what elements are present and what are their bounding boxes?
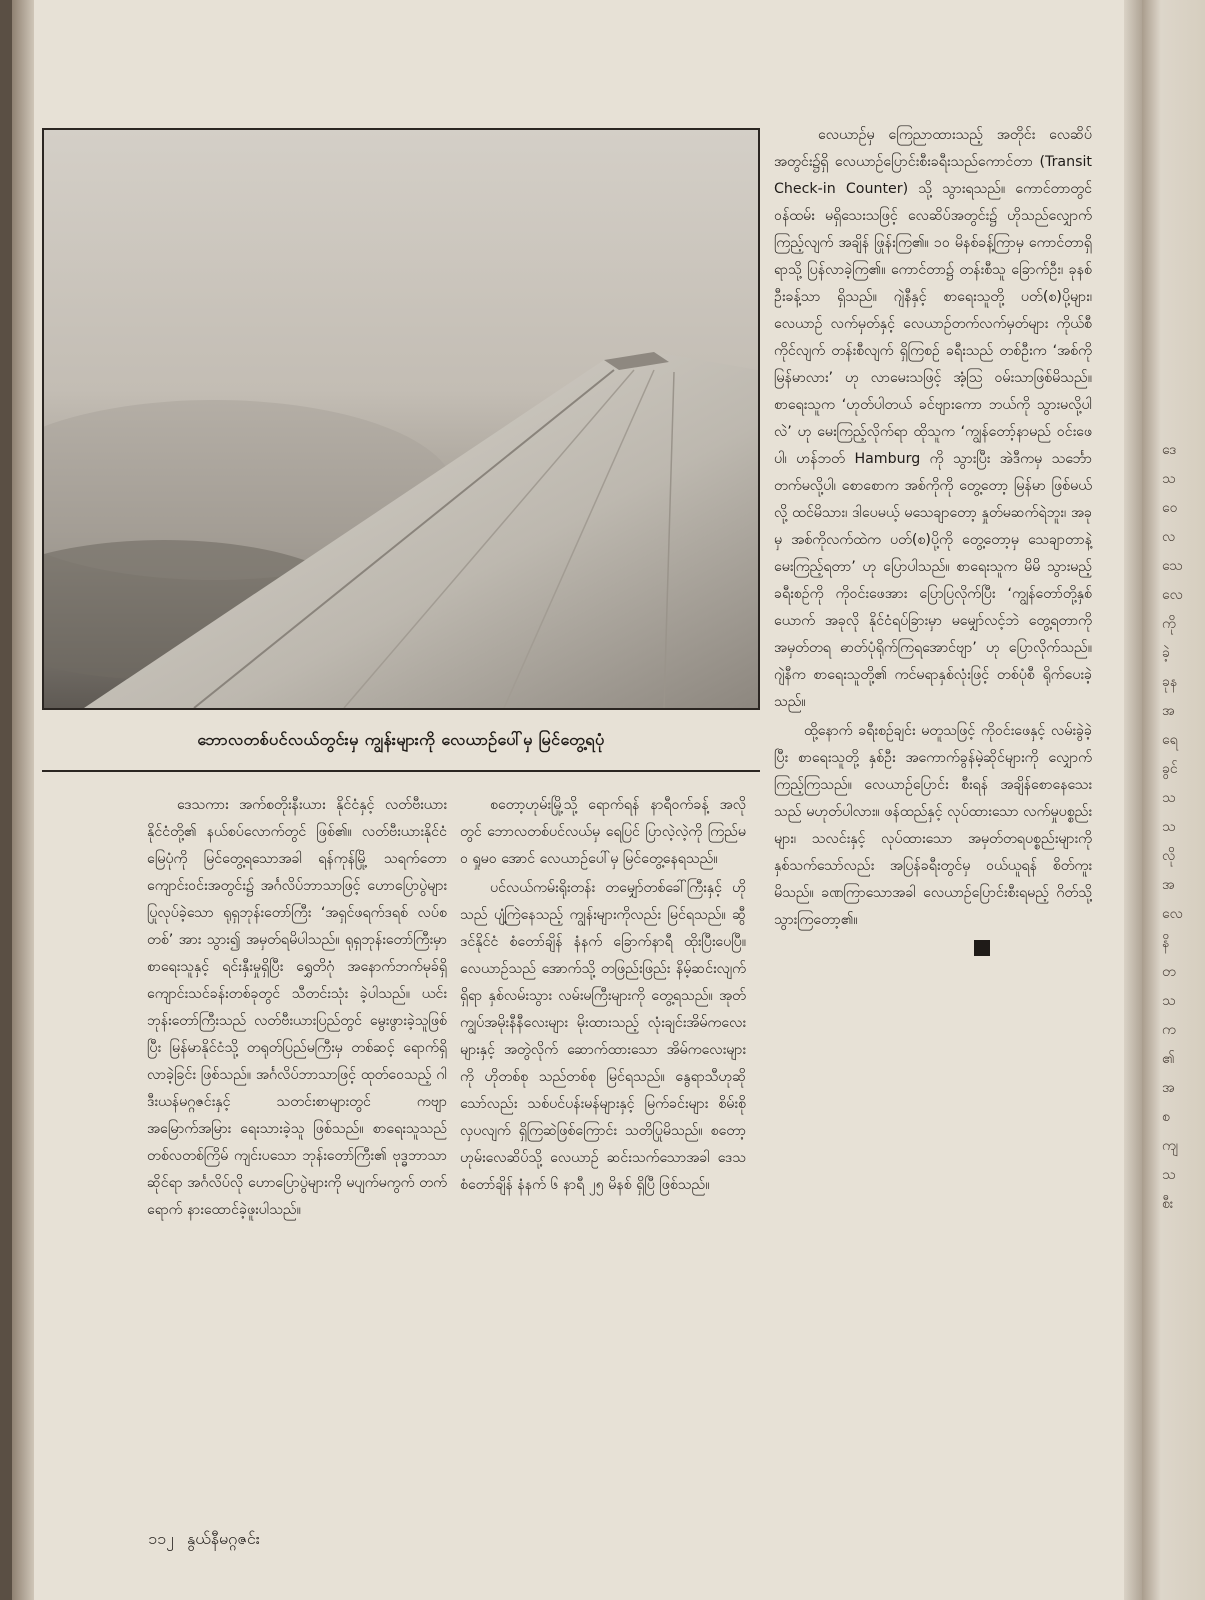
page-footer [148,1528,260,1552]
article-column-left [147,792,447,1224]
wing-illustration [44,130,758,708]
photo-caption-bar [42,712,760,772]
magazine-page [12,0,1142,1600]
paragraph: ပင်လယ်ကမ်းရိုးတန်း တမျှော်တစ်ခေါ်ကြီးနှင့် ဟိုသည် ပျံ့ကြဲနေသည့် ကျွန်းများကိုလည်း မြင်ရသည်။ ဆွီဒင်နိုင်ငံ စံတော်ချိန် နံနက် ခြောက်နာရီ ထိုးပြီးပေပြီ။ လေယာဉ်သည် အောက်သို့ တဖြည်းဖြည်း နိမ့်ဆင်းလျက် ရှိရာ နှစ်လမ်းသွား လမ်းမကြီးများကို တွေ့ရသည်။ အုတ်ကျွပ်အမိုးနီနီလေးများ မိုးထားသည့် လုံးချင်းအိမ်ကလေးများနှင့် အတွဲလိုက် ဆောက်ထားသော အိမ်ကလေးများကို ဟိုတစ်စု သည်တစ်စု မြင်ရသည်။ နွေရာသီဟုဆိုသော်လည်း သစ်ပင်ပန်းမန်များနှင့် မြက်ခင်းများ စိမ်းစိုလှပလျက် ရှိကြဆဲဖြစ်ကြောင်း သတိပြုမိသည်။ စတော့ဟုမ်းလေဆိပ်သို့ လေယာဉ် ဆင်းသက်သောအခါ ဒေသ စံတော်ချိန် နံနက် ၆ နာရီ ၂၅ မိနစ် ရှိပြီ ဖြစ်သည်။ [460,880,746,1193]
article-column-middle [460,792,746,1199]
adjacent-page-fragment: ဝေ [1162,500,1178,516]
magazine-name: နွယ်နီမဂ္ဂဇင်း [186,1529,260,1548]
photo-caption: ဘောလတစ်ပင်လယ်တွင်းမှ ကျွန်းများကို လေယာဉ်ပေါ်မှ မြင်တွေ့ရပုံ [197,730,605,749]
adjacent-page-fragment: ခုန [1162,674,1178,690]
paragraph: စတော့ဟုမ်းမြို့သို့ ရောက်ရန် နာရီဝက်ခန့် အလိုတွင် ဘောလတစ်ပင်လယ်မှ ရေပြင် ပြာလဲ့လဲ့ကို ကြည်မဝ ရှုမဝ အောင် လေယာဉ်ပေါ်မှ မြင်တွေ့နေရသည်။ [460,797,746,867]
adjacent-page-fragment: ခဲ့ [1162,645,1170,661]
airplane-wing-photo [42,128,760,710]
adjacent-page-fragment: လ [1162,529,1176,545]
adjacent-page-fragment: လေ [1162,587,1183,603]
adjacent-page-fragment: ၏ [1162,1051,1175,1067]
adjacent-page-fragment: လို [1162,848,1176,864]
end-of-article-mark [974,940,990,956]
adjacent-page-fragment: အ [1162,877,1175,893]
adjacent-page-fragment: ကို [1162,616,1176,632]
adjacent-page-fragment: ကျ [1162,1138,1178,1154]
adjacent-page-fragment: တ [1162,964,1176,980]
adjacent-page-fragment: စီး [1162,1196,1174,1212]
adjacent-page-fragment: က [1162,1022,1176,1038]
adjacent-page-fragment: သ [1162,993,1176,1009]
adjacent-page-fragment: သ [1162,471,1176,487]
adjacent-page-edge [1142,0,1205,1600]
page-number: ၁၁၂ [148,1529,174,1548]
paragraph: လေယာဉ်မှ ကြေညာထားသည့် အတိုင်း လေဆိပ်အတွင်း၌ရှိ လေယာဉ်ပြောင်းစီးခရီးသည်ကောင်တာ (Transit Check-in Counter) သို့ သွားရသည်။ ကောင်တာတွင် ဝန်ထမ်း မရှိသေးသဖြင့် လေဆိပ်အတွင်း၌ ဟိုသည်လျှောက်ကြည့်လျက် အချိန် ဖြုန်းကြ၏။ ၁၀ မိနစ်ခန့်ကြာမှ ကောင်တာရှိရာသို့ ပြန်လာခဲ့ကြ၏။ ကောင်တာ၌ တန်းစီသူ ခြောက်ဦး၊ ခုနစ်ဦးခန့်သာ ရှိသည်။ ဂျဲနီနှင့် စာရေးသူတို့ ပတ်(စ)ပို့များ၊ လေယာဉ် လက်မှတ်နှင့် လေယာဉ်တက်လက်မှတ်များ ကိုယ်စီကိုင်လျက် တန်းစီလျက် ရှိကြစဉ် ခရီးသည် တစ်ဦးက ‘အစ်ကို မြန်မာလား’ ဟု လာမေးသဖြင့် အံ့ဩ ဝမ်းသာဖြစ်မိသည်။ စာရေးသူက ‘ဟုတ်ပါတယ် ခင်ဗျားကော ဘယ်ကို သွားမလို့ပါလဲ’ ဟု မေးကြည့်လိုက်ရာ ထိုသူက ‘ကျွန်တော့်နာမည် ဝင်းဖေပါ၊ ဟန်ဘတ် Hamburg ကို သွားပြီး အဲဒီကမှ သင်္ဘောတက်မလို့ပါ၊ စောစောက အစ်ကိုကို တွေ့တော့ မြန်မာ ဖြစ်မယ်လို့ ထင်မိသား၊ ဒါပေမယ့် မသေချာတော့ နှုတ်မဆက်ရဲဘူး၊ အခုမှ အစ်ကိုလက်ထဲက ပတ်(စ)ပို့ကို တွေ့တော့မှ သေချာတာနဲ့ မေးကြည့်ရတာ’ ဟု ပြောပါသည်။ စာရေးသူက မိမိ သွားမည့် ခရီးစဉ်ကို ကိုဝင်းဖေအား ပြောပြလိုက်ပြီး ‘ကျွန်တော်တို့နှစ်ယောက် အခုလို နိုင်ငံရပ်ခြားမှာ မမျှော်လင့်ဘဲ တွေ့ရတာကို အမှတ်တရ ဓာတ်ပုံရိုက်ကြရအောင်ဗျာ’ ဟု ပြောလိုက်သည်။ ဂျဲနီက စာရေးသူတို့၏ ကင်မရာနှစ်လုံးဖြင့် တစ်ပုံစီ ရိုက်ပေးခဲ့သည်။ [774,127,1092,710]
adjacent-page-fragment: ဒေ [1162,442,1177,458]
adjacent-page-fragment: သ [1162,1167,1176,1183]
adjacent-page-fragment: သ [1162,790,1176,806]
adjacent-page-fragment: စ [1162,1109,1170,1125]
adjacent-page-fragment: ရေ [1162,732,1178,748]
adjacent-page-fragment: အ [1162,703,1175,719]
article-column-right [774,122,1092,966]
adjacent-page-fragment: သေ [1162,558,1183,574]
adjacent-page-fragment: နိ [1162,935,1170,951]
adjacent-page-fragment: လေ [1162,906,1183,922]
adjacent-page-fragment: အ [1162,1080,1175,1096]
paragraph: ဒေသကား အက်စတိုးနီးယား နိုင်ငံနှင့် လတ်ဗီးယားနိုင်ငံတို့၏ နယ်စပ်လောက်တွင် ဖြစ်၏။ လတ်ဗီးယားနိုင်ငံ မြေပုံကို မြင်တွေ့ရသောအခါ ရန်ကုန်မြို့ သရက်တော ကျောင်းဝင်းအတွင်း၌ အင်္ဂလိပ်ဘာသာဖြင့် ဟောပြောပွဲများ ပြုလုပ်ခဲ့သော ရုရှဘုန်းတော်ကြီး ‘အရှင်ဖရက်ဒရစ် လပ်စတစ်’ အား သွား၍ အမှတ်ရမိပါသည်။ ရုရှဘုန်းတော်ကြီးမှာ စာရေးသူနှင့် ရင်းနှီးမှုရှိပြီး ရွှေတိဂုံ အနောက်ဘက်မုခ်ရှိ ကျောင်းသင်ခန်းတစ်ခုတွင် သီတင်းသုံး ခဲ့ပါသည်။ ယင်း ဘုန်းတော်ကြီးသည် လတ်ဗီးယားပြည်တွင် မွေးဖွားခဲ့သူဖြစ်ပြီး မြန်မာနိုင်ငံသို့ တရုတ်ပြည်မကြီးမှ တစ်ဆင့် ရောက်ရှိလာခဲ့ခြင်း ဖြစ်သည်။ အင်္ဂလိပ်ဘာသာဖြင့် ထုတ်ဝေသည့် ဂါဒီးယန်မဂ္ဂဇင်းနှင့် သတင်းစာများတွင် ကဗျာ အမြောက်အမြား ရေးသားခဲ့သူ ဖြစ်သည်။ စာရေးသူသည် တစ်လတစ်ကြိမ် ကျင်းပသော ဘုန်းတော်ကြီး၏ ဗုဒ္ဓဘာသာဆိုင်ရာ အင်္ဂလိပ်လို ဟောပြောပွဲများကို မပျက်မကွက် တက်ရောက် နားထောင်ခဲ့ဖူးပါသည်။ [147,797,447,1218]
paragraph: ထို့နောက် ခရီးစဉ်ချင်း မတူသဖြင့် ကိုဝင်းဖေနှင့် လမ်းခွဲခဲ့ပြီး စာရေးသူတို့ နှစ်ဦး အကောက်ခွန်မဲ့ဆိုင်များကို လျှောက်ကြည့်ကြသည်။ လေယာဉ်ပြောင်း စီးရန် အချိန်စောနေသေးသည် မဟုတ်ပါလား။ ဖန်ထည်နှင့် လုပ်ထားသော လက်မှုပစ္စည်းများ၊ သလင်းနှင့် လုပ်ထားသော အမှတ်တရပစ္စည်းများကို နှစ်သက်သော်လည်း အပြန်ခရီးတွင်မှ ဝယ်ယူရန် စိတ်ကူးမိသည်။ ခဏကြာသောအခါ လေယာဉ်ပြောင်းစီးရမည့် ဂိတ်သို့ သွားကြတော့၏။ [774,723,1092,928]
adjacent-page-fragment: ခွင် [1162,761,1178,777]
adjacent-page-fragment: သ [1162,819,1176,835]
